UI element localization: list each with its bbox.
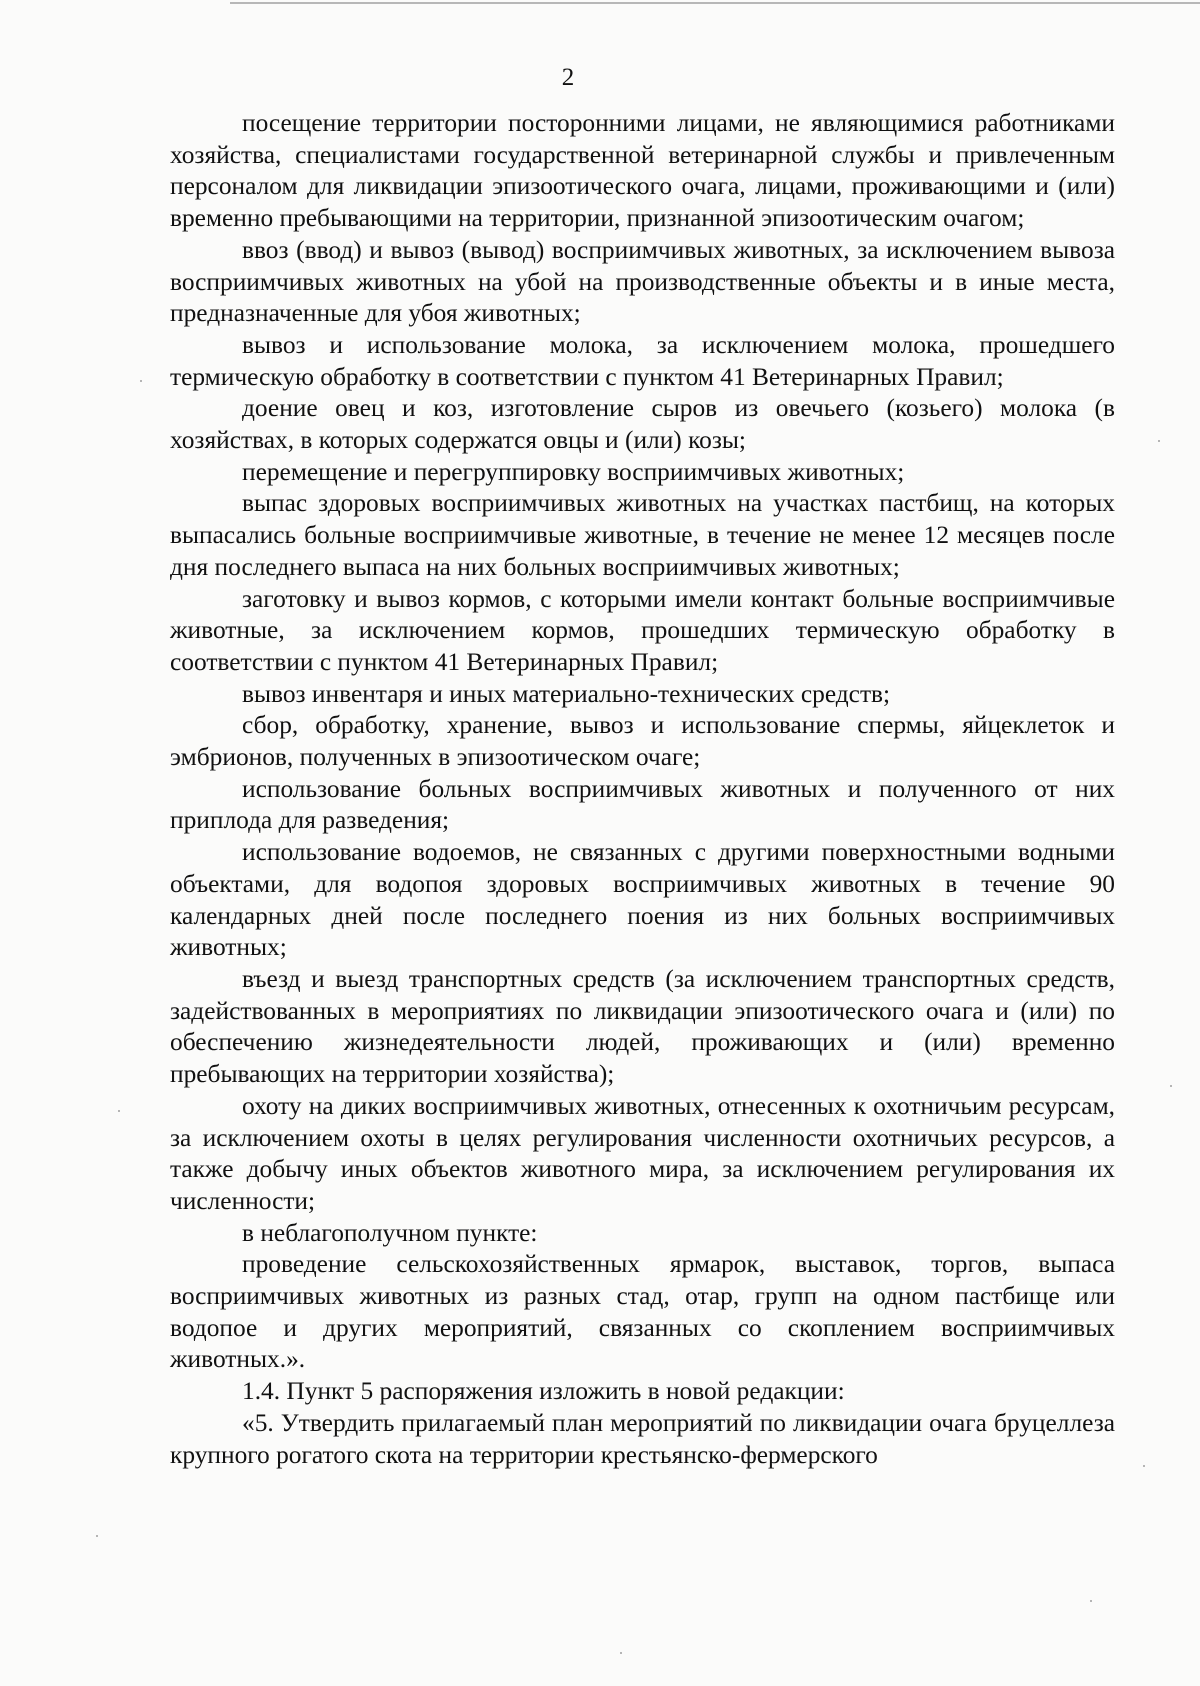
paragraph-clause-5: «5. Утвердить прилагаемый план мероприятий по ликвидации очага бруцеллеза крупного рогатого скота на территории крестьянско-фермерского — [170, 1408, 1115, 1469]
paragraph-unfavorable-point: в неблагополучном пункте: — [242, 1218, 538, 1247]
paragraph-water-bodies: использование водоемов, не связанных с другими поверхностными водными объектами, для водопоя здоровых восприимчивых животных в течение 90 календарных дней после последнего поения из них больных восприимчивых животных; — [170, 838, 1115, 962]
paragraph-feed: заготовку и вывоз кормов, с которыми имели контакт больные восприимчивые животные, за исключением кормов, прошедших термическую обработку в соответствии с пунктом 41 Ветеринарных Правил; — [170, 584, 1115, 676]
scan-speck — [118, 1110, 120, 1112]
document-body — [170, 108, 1115, 1471]
paragraph-grazing: выпас здоровых восприимчивых животных на участках пастбищ, на которых выпасались больные восприимчивые животные, в течение не менее 12 месяцев после дня последнего выпаса на них больных восприимчивых животных; — [170, 489, 1115, 581]
scan-speck — [96, 1535, 98, 1537]
paragraph-visit-restriction: посещение территории посторонними лицами, не являющимися работниками хозяйства, специалистами государственной ветеринарной службы и привлеченным персоналом для ликвидации эпизоотического очага, лицами, проживающими и (или) временно пребывающими на территории, признанной эпизоотическим очагом; — [170, 109, 1115, 233]
paragraph-vehicles: въезд и выезд транспортных средств (за исключением транспортных средств, задействованных в мероприятиях по ликвидации эпизоотического очага и (или) по обеспечению жизнедеятельности людей, проживающих и (или) временно пребывающих на территории хозяйства); — [170, 964, 1115, 1089]
paragraph-fairs: проведение сельскохозяйственных ярмарок, выставок, торгов, выпаса восприимчивых животных из разных стад, отар, групп на одном пастбище или водопое и других мероприятий, связанных со скоплением восприимчивых животных.». — [170, 1250, 1115, 1374]
paragraph-regrouping: перемещение и перегруппировку восприимчивых животных; — [242, 457, 905, 486]
paragraph-breeding: использование больных восприимчивых животных и полученного от них приплода для разведения; — [170, 774, 1115, 835]
scan-speck — [1143, 1465, 1145, 1467]
paragraph-hunting: охоту на диких восприимчивых животных, отнесенных к охотничьим ресурсам, за исключением охоты в целях регулирования численности охотничьих ресурсов, а также добычу иных объектов животного мира, за исключением регулирования их численности; — [170, 1091, 1115, 1215]
paragraph-inventory: вывоз инвентаря и иных материально-технических средств; — [242, 679, 891, 708]
scan-speck — [1090, 1600, 1092, 1602]
paragraph-milk: вывоз и использование молока, за исключением молока, прошедшего термическую обработку в соответствии с пунктом 41 Ветеринарных Правил; — [170, 330, 1115, 391]
paragraph-milking-cheese: доение овец и коз, изготовление сыров из овечьего (козьего) молока (в хозяйствах, в которых содержатся овцы и (или) козы; — [170, 394, 1115, 455]
page-number: 2 — [561, 64, 575, 91]
scan-speck — [140, 380, 142, 382]
paragraph-clause-1-4: 1.4. Пункт 5 распоряжения изложить в новой редакции: — [242, 1377, 845, 1406]
paragraph-import-export: ввоз (ввод) и вывоз (вывод) восприимчивых животных, за исключением вывоза восприимчивых животных на убой на производственные объекты и в иные места, предназначенные для убоя животных; — [170, 235, 1115, 328]
scan-speck — [1158, 440, 1160, 442]
paragraph-sperm-embryos: сбор, обработку, хранение, вывоз и использование спермы, яйцеклеток и эмбрионов, полученных в эпизоотическом очаге; — [170, 711, 1115, 772]
scan-edge-line — [230, 2, 1200, 4]
scan-speck — [1170, 1085, 1172, 1087]
scan-speck — [620, 1652, 622, 1654]
